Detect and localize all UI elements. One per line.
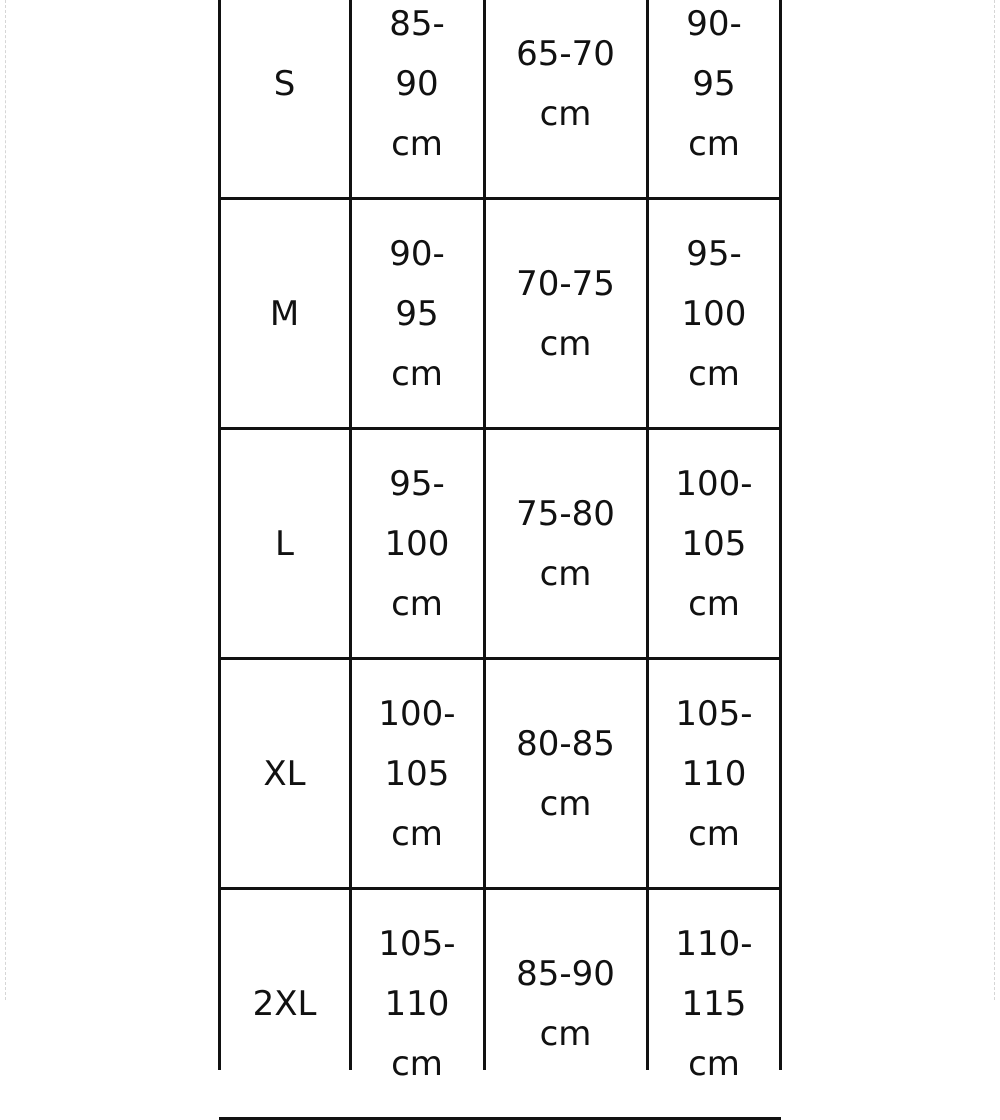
hip-range-start: 95- xyxy=(686,233,742,274)
waist-cell xyxy=(484,660,647,887)
chest-cell xyxy=(350,0,484,197)
hip-cell xyxy=(647,200,781,427)
waist-cell xyxy=(484,430,647,657)
hip-range-start: 105- xyxy=(675,693,753,734)
hip-range-end: 100 xyxy=(681,293,747,334)
chest-range-start: 100- xyxy=(378,693,456,734)
hip-unit: cm xyxy=(688,583,740,624)
hip-cell xyxy=(647,890,781,1117)
chest-range-end: 95 xyxy=(395,293,439,334)
chest-range-end: 100 xyxy=(384,523,450,564)
hip-cell xyxy=(647,0,781,197)
size-label: XL xyxy=(263,753,306,794)
table-row xyxy=(219,890,781,1120)
size-cell xyxy=(219,660,350,887)
waist-cell xyxy=(484,0,647,197)
hip-range-start: 110- xyxy=(675,923,753,964)
chest-cell xyxy=(350,430,484,657)
size-label: 2XL xyxy=(252,983,317,1024)
size-cell xyxy=(219,200,350,427)
page-edge-left xyxy=(5,0,6,1000)
chest-unit: cm xyxy=(391,353,443,394)
page-edge-right xyxy=(994,0,995,1000)
chest-cell xyxy=(350,200,484,427)
waist-unit: cm xyxy=(539,553,592,594)
size-cell xyxy=(219,890,350,1117)
chest-range-end: 110 xyxy=(384,983,450,1024)
chest-range-end: 105 xyxy=(384,753,450,794)
chest-cell xyxy=(350,660,484,887)
chest-unit: cm xyxy=(391,123,443,164)
chest-range-end: 90 xyxy=(395,63,439,104)
waist-range: 70-75 xyxy=(516,263,615,304)
waist-range: 80-85 xyxy=(516,723,615,764)
chest-range-start: 95- xyxy=(389,463,445,504)
chest-unit: cm xyxy=(391,1043,443,1084)
waist-unit: cm xyxy=(539,93,592,134)
hip-unit: cm xyxy=(688,1043,740,1084)
table-row xyxy=(219,200,781,430)
waist-cell xyxy=(484,890,647,1117)
size-table xyxy=(219,0,781,1120)
hip-range-start: 90- xyxy=(686,3,742,44)
hip-unit: cm xyxy=(688,123,740,164)
hip-cell xyxy=(647,430,781,657)
hip-unit: cm xyxy=(688,353,740,394)
waist-unit: cm xyxy=(539,783,592,824)
hip-range-end: 110 xyxy=(681,753,747,794)
size-label: L xyxy=(275,523,294,564)
hip-range-start: 100- xyxy=(675,463,753,504)
chest-unit: cm xyxy=(391,813,443,854)
chest-range-start: 90- xyxy=(389,233,445,274)
chest-unit: cm xyxy=(391,583,443,624)
size-label: M xyxy=(269,293,300,334)
size-cell xyxy=(219,0,350,197)
table-row xyxy=(219,660,781,890)
size-label: S xyxy=(273,63,296,104)
waist-cell xyxy=(484,200,647,427)
chest-cell xyxy=(350,890,484,1117)
table-row xyxy=(219,0,781,200)
waist-range: 75-80 xyxy=(516,493,615,534)
chest-range-start: 105- xyxy=(378,923,456,964)
hip-unit: cm xyxy=(688,813,740,854)
hip-cell xyxy=(647,660,781,887)
waist-range: 85-90 xyxy=(516,953,615,994)
waist-range: 65-70 xyxy=(516,33,615,74)
chest-range-start: 85- xyxy=(389,3,445,44)
waist-unit: cm xyxy=(539,1013,592,1054)
table-row xyxy=(219,430,781,660)
hip-range-end: 115 xyxy=(681,983,747,1024)
hip-range-end: 95 xyxy=(692,63,736,104)
waist-unit: cm xyxy=(539,323,592,364)
hip-range-end: 105 xyxy=(681,523,747,564)
size-cell xyxy=(219,430,350,657)
